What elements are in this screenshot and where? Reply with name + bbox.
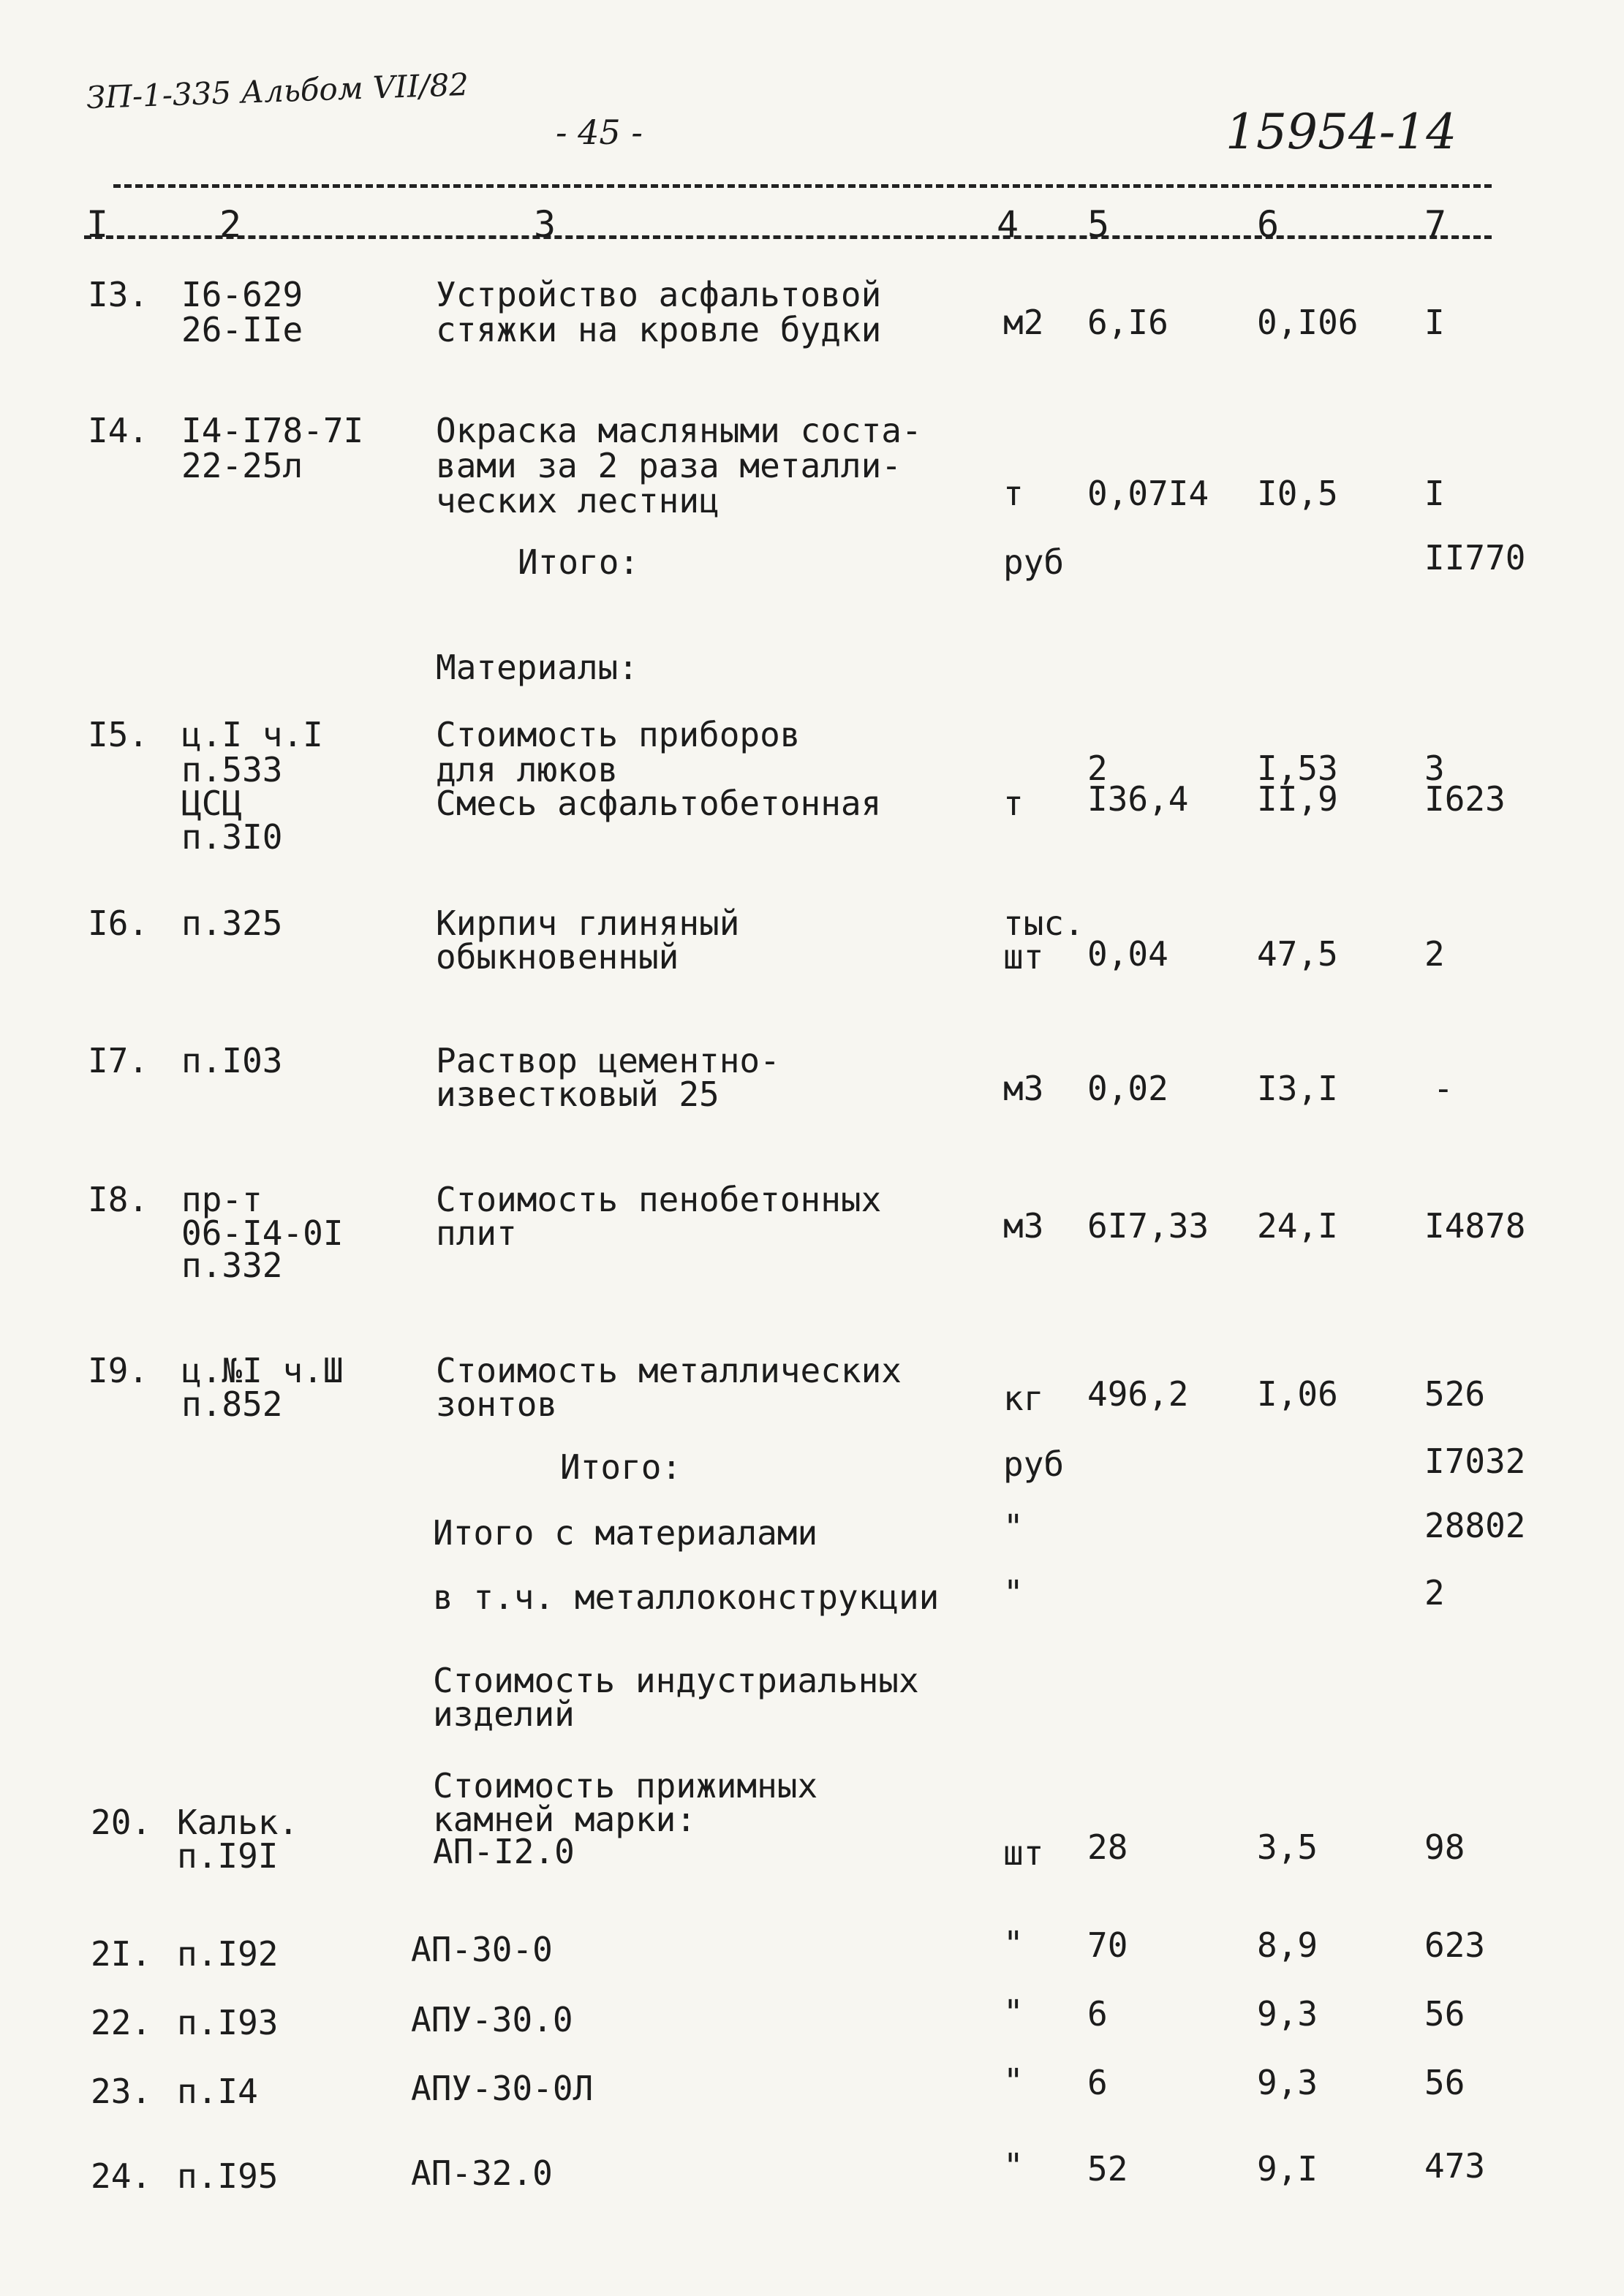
row-number: I3. bbox=[88, 275, 149, 314]
row-description: Стоимость приборов bbox=[436, 715, 801, 754]
row-number: 24. bbox=[91, 2156, 152, 2196]
subtotal-label: Итого: bbox=[560, 1447, 682, 1487]
row-ref: п.325 bbox=[181, 903, 283, 943]
row-price: 3,5 bbox=[1257, 1827, 1318, 1867]
row-description: стяжки на кровле будки bbox=[436, 310, 882, 349]
row-total: 56 bbox=[1424, 2063, 1465, 2102]
row-description: вами за 2 раза металли- bbox=[436, 446, 902, 485]
row-ref: п.I95 bbox=[177, 2156, 279, 2196]
total-label: в т.ч. металлоконструкции bbox=[433, 1577, 940, 1617]
row-unit: тыс. bbox=[1003, 903, 1084, 943]
row-total: I bbox=[1424, 474, 1445, 513]
row-description: Раствор цементно- bbox=[436, 1041, 780, 1080]
section-heading-industrial: изделий bbox=[433, 1694, 575, 1734]
row-description: Кирпич глиняный bbox=[436, 903, 740, 943]
row-unit: шт bbox=[1003, 937, 1044, 977]
subtotal-value: I7032 bbox=[1424, 1441, 1526, 1481]
row-ref: ц.№I ч.Ш bbox=[181, 1351, 344, 1390]
row-description: Окраска масляными соста- bbox=[436, 411, 922, 450]
row-unit: т bbox=[1003, 474, 1024, 513]
row-number: I4. bbox=[88, 411, 149, 450]
row-unit: " bbox=[1003, 2146, 1024, 2186]
row-unit: т bbox=[1003, 784, 1024, 823]
row-unit: шт bbox=[1003, 1833, 1044, 1873]
row-total: I623 bbox=[1424, 779, 1506, 819]
row-total: 473 bbox=[1424, 2146, 1486, 2186]
row-description: АП-I2.0 bbox=[433, 1832, 575, 1871]
row-ref: п.I92 bbox=[177, 1934, 279, 1974]
row-ref: п.332 bbox=[181, 1246, 283, 1285]
row-quantity: 496,2 bbox=[1087, 1374, 1189, 1414]
row-description: для люков bbox=[436, 750, 619, 789]
row-price: I0,5 bbox=[1257, 474, 1338, 513]
row-description: АП-30-0 bbox=[411, 1930, 553, 1969]
row-ref: п.533 bbox=[181, 750, 283, 789]
column-header-7: 7 bbox=[1424, 203, 1447, 246]
row-quantity: 28 bbox=[1087, 1827, 1128, 1867]
row-total: - bbox=[1433, 1069, 1454, 1108]
row-description: ческих лестниц bbox=[436, 481, 720, 520]
row-price: 8,9 bbox=[1257, 1925, 1318, 1965]
header-top-rule bbox=[113, 184, 1492, 188]
row-ref: ц.I ч.I bbox=[181, 715, 323, 754]
row-unit: м2 bbox=[1003, 303, 1044, 342]
row-price: 47,5 bbox=[1257, 934, 1338, 974]
row-description: АП-32.0 bbox=[411, 2153, 553, 2193]
row-description: Стоимость пенобетонных bbox=[436, 1180, 882, 1219]
row-total: I4878 bbox=[1424, 1206, 1526, 1246]
subtotal-value: II770 bbox=[1424, 538, 1526, 577]
row-ref: 22-25л bbox=[181, 446, 303, 485]
total-label: Итого с материалами bbox=[433, 1513, 818, 1553]
row-unit: " bbox=[1003, 1924, 1024, 1963]
row-ref: п.852 bbox=[181, 1384, 283, 1424]
ditto-mark: " bbox=[1003, 1507, 1024, 1547]
row-number: 23. bbox=[91, 2072, 152, 2111]
row-ref: ЦСЦ bbox=[181, 784, 243, 823]
row-unit: " bbox=[1003, 2061, 1024, 2101]
subtotal-unit: руб bbox=[1003, 1444, 1065, 1484]
column-header-2: 2 bbox=[219, 203, 242, 246]
subtotal-unit: руб bbox=[1003, 542, 1065, 582]
row-quantity: 0,04 bbox=[1087, 934, 1168, 974]
total-value: 28802 bbox=[1424, 1506, 1526, 1545]
row-description: плит bbox=[436, 1213, 517, 1253]
row-number: 2I. bbox=[91, 1934, 152, 1974]
row-unit: " bbox=[1003, 1993, 1024, 2032]
row-description: камней марки: bbox=[433, 1800, 697, 1839]
row-number: I8. bbox=[88, 1180, 149, 1219]
ditto-mark: " bbox=[1003, 1573, 1024, 1613]
row-description: Смесь асфальтобетонная bbox=[436, 784, 882, 823]
row-quantity: 6 bbox=[1087, 1994, 1108, 2034]
row-total: 3 bbox=[1424, 749, 1445, 788]
column-header-6: 6 bbox=[1257, 203, 1280, 246]
row-number: I7. bbox=[88, 1041, 149, 1080]
row-quantity: 6,I6 bbox=[1087, 303, 1168, 342]
row-description: Стоимость прижимных bbox=[433, 1766, 818, 1806]
column-header-4: 4 bbox=[997, 203, 1019, 246]
row-description: АПУ-30-0Л bbox=[411, 2069, 594, 2108]
row-number: I5. bbox=[88, 715, 149, 754]
row-total: 526 bbox=[1424, 1374, 1486, 1414]
row-ref: п.I4 bbox=[177, 2072, 258, 2111]
row-price: II,9 bbox=[1257, 779, 1338, 819]
header-bottom-rule bbox=[84, 235, 1492, 239]
row-ref: 06-I4-0I bbox=[181, 1213, 344, 1253]
row-total: I bbox=[1424, 303, 1445, 342]
row-price: I3,I bbox=[1257, 1069, 1338, 1108]
row-price: 9,3 bbox=[1257, 1994, 1318, 2034]
row-description: зонтов bbox=[436, 1384, 558, 1424]
row-price: I,53 bbox=[1257, 749, 1338, 788]
document-number: 15954-14 bbox=[1225, 104, 1457, 160]
row-quantity: 0,07I4 bbox=[1087, 474, 1209, 513]
row-total: 98 bbox=[1424, 1827, 1465, 1867]
row-number: I9. bbox=[88, 1351, 149, 1390]
row-quantity: 0,02 bbox=[1087, 1069, 1168, 1108]
row-price: 9,I bbox=[1257, 2149, 1318, 2189]
row-price: I,06 bbox=[1257, 1374, 1338, 1414]
row-number: 22. bbox=[91, 2003, 152, 2042]
column-header-1: I bbox=[86, 203, 109, 246]
row-quantity: 52 bbox=[1087, 2149, 1128, 2189]
row-ref: I4-I78-7I bbox=[181, 411, 364, 450]
column-header-3: 3 bbox=[534, 203, 556, 246]
row-unit: м3 bbox=[1003, 1206, 1044, 1246]
section-heading-industrial: Стоимость индустриальных bbox=[433, 1661, 919, 1700]
row-description: Устройство асфальтовой bbox=[436, 275, 882, 314]
row-ref: I6-629 bbox=[181, 275, 303, 314]
row-unit: кг bbox=[1003, 1379, 1044, 1418]
row-ref: 26-IIe bbox=[181, 310, 303, 349]
row-quantity: 70 bbox=[1087, 1925, 1128, 1965]
page-number: - 45 - bbox=[556, 113, 643, 152]
section-heading-materials: Материалы: bbox=[436, 648, 638, 687]
row-quantity: I36,4 bbox=[1087, 779, 1189, 819]
row-quantity: 6I7,33 bbox=[1087, 1206, 1209, 1246]
row-description: Стоимость металлических bbox=[436, 1351, 902, 1390]
row-price: 0,I06 bbox=[1257, 303, 1359, 342]
row-number: 20. bbox=[91, 1803, 152, 1842]
row-price: 9,3 bbox=[1257, 2063, 1318, 2102]
row-number: I6. bbox=[88, 903, 149, 943]
album-reference: ЗП-1-335 Альбом VII/82 bbox=[86, 66, 469, 116]
row-ref: п.I9I bbox=[177, 1836, 279, 1876]
row-ref: Кальк. bbox=[177, 1803, 299, 1842]
row-quantity: 2 bbox=[1087, 749, 1108, 788]
row-price: 24,I bbox=[1257, 1206, 1338, 1246]
row-unit: м3 bbox=[1003, 1069, 1044, 1108]
row-total: 2 bbox=[1424, 934, 1445, 974]
subtotal-label: Итого: bbox=[518, 542, 640, 582]
column-header-5: 5 bbox=[1087, 203, 1110, 246]
row-total: 56 bbox=[1424, 1994, 1465, 2034]
row-quantity: 6 bbox=[1087, 2063, 1108, 2102]
row-description: известковый 25 bbox=[436, 1075, 720, 1114]
row-ref: п.I03 bbox=[181, 1041, 283, 1080]
row-description: обыкновенный bbox=[436, 937, 679, 977]
row-ref: пр-т bbox=[181, 1180, 263, 1219]
total-value: 2 bbox=[1424, 1573, 1445, 1613]
row-ref: п.I93 bbox=[177, 2003, 279, 2042]
row-description: АПУ-30.0 bbox=[411, 2000, 573, 2039]
row-ref: п.3I0 bbox=[181, 817, 283, 857]
row-total: 623 bbox=[1424, 1925, 1486, 1965]
